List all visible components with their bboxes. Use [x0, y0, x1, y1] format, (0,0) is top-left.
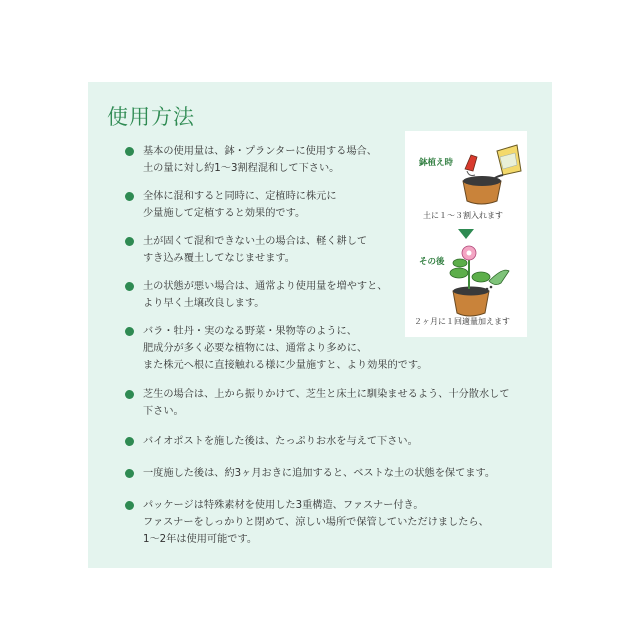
item-line: 肥成分が多く必要な植物には、通常より多めに、 — [143, 343, 368, 354]
potting-illustration — [405, 131, 527, 337]
item-line: 少量施して定植すると効果的です。 — [143, 208, 306, 219]
item-line: 全体に混和すると同時に、定植時に株元に — [143, 191, 337, 202]
item-line: バラ・牡丹・実のなる野菜・果物等のように、 — [143, 326, 357, 337]
item-line: より早く土壌改良します。 — [143, 298, 265, 309]
item-line: 土の状態が悪い場合は、通常より使用量を増やすと、 — [143, 281, 388, 292]
item-line: 1〜2年は使用可能です。 — [143, 534, 258, 545]
item-line: 基本の使用量は、鉢・プランターに使用する場合、 — [143, 146, 377, 157]
item-line: バイオポストを施した後は、たっぷりお水を与えて下さい。 — [143, 436, 418, 447]
item-line: 芝生の場合は、上から振りかけて、芝生と床土に馴染ませるよう、十分散水して — [143, 389, 510, 400]
item-line: パッケージは特殊素材を使用した3重構造、ファスナー付き。 — [143, 500, 424, 511]
bullet-icon — [125, 237, 134, 246]
compost-bag-icon — [491, 145, 521, 183]
page-title: 使用方法 — [107, 105, 195, 129]
item-line: 土の量に対し約1〜3割程混和して下さい。 — [143, 163, 340, 174]
illustration-tag-top: 鉢植え時 — [419, 158, 454, 168]
down-arrow-icon — [458, 229, 474, 239]
bullet-icon — [125, 327, 134, 336]
item-line: すき込み覆土してなじませます。 — [143, 253, 295, 264]
bullet-icon — [125, 147, 134, 156]
bullet-icon — [125, 192, 134, 201]
item-line: ファスナーをしっかりと閉めて、涼しい場所で保管していただけましたら、 — [143, 517, 489, 528]
usage-illustration — [405, 131, 527, 337]
illustration-caption-bottom: ２ヶ月に１回適量加えます — [414, 317, 510, 326]
bullet-icon — [125, 390, 134, 399]
item-line: 一度施した後は、約3ヶ月おきに追加すると、ベストな土の状態を保てます。 — [143, 468, 496, 479]
item-line: 下さい。 — [143, 406, 184, 417]
illustration-caption-top: 土に１〜３割入れます — [423, 211, 503, 220]
bullet-icon — [125, 469, 134, 478]
bullet-icon — [125, 501, 134, 510]
illustration-tag-bottom: その後 — [419, 257, 445, 267]
bullet-icon — [125, 437, 134, 446]
pot-icon — [463, 155, 501, 204]
item-line: また株元へ根に直接触れる様に少量施すと、より効果的です。 — [143, 360, 428, 371]
scoop-icon — [486, 270, 509, 290]
item-line: 土が固くて混和できない土の場合は、軽く耕して — [143, 236, 368, 247]
plant-icon — [450, 246, 490, 316]
bullet-icon — [125, 282, 134, 291]
